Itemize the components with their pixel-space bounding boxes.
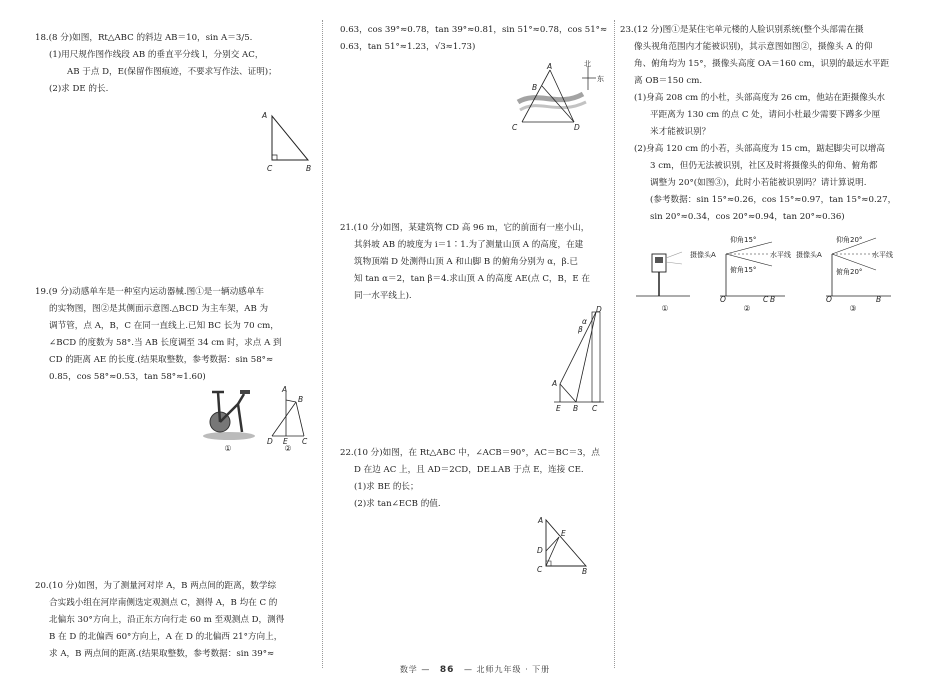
label-o: O <box>826 295 832 302</box>
problem-19-line: 调节管，点 A，B，C 在同一直线上.已知 BC 长为 70 cm， <box>49 321 279 331</box>
problem-23-line: sin 20°≈0.34，cos 20°≈0.94，tan 20°≈0.36) <box>650 212 845 222</box>
problem-19-line: ∠BCD 的度数为 58°.当 AB 长度调至 34 cm 时，求点 A 到 <box>49 338 282 348</box>
problem-22 <box>340 445 612 513</box>
problem-23-line: 米才能被识别？ <box>650 127 711 137</box>
label-a: A <box>552 379 558 388</box>
slope-ab <box>560 384 576 402</box>
label-a: A <box>282 386 288 394</box>
compass-east-label: 东 <box>597 75 604 83</box>
column-divider <box>614 20 615 668</box>
figure-caption-2: ② <box>743 304 751 313</box>
footer-subject: 数学 <box>399 665 418 674</box>
problem-23-figure-3 <box>796 232 906 302</box>
problem-23-line: (2)身高 120 cm 的小若，头部高度为 15 cm，踮起脚尖可以增高 <box>634 144 885 154</box>
label-b: B <box>532 83 538 92</box>
depression-label: 俯角15° <box>730 266 757 274</box>
footer-dash: — <box>463 665 473 674</box>
problem-23-line: 23.(12 分)图①是某住宅单元楼的人脸识别系统(整个头部需在摄 <box>620 25 864 35</box>
label-b: B <box>298 395 304 404</box>
problem-23-line: 像头视角范围内才能被识别)，其示意图如图②，摄像头 A 的仰 <box>634 42 873 52</box>
label-alpha: α <box>582 317 587 326</box>
problem-23-line: 离 OB＝150 cm. <box>634 76 703 86</box>
problem-21-line: 筑物顶端 D 处测得山顶 A 和山脚 B 的俯角分别为 α，β.已 <box>354 257 578 267</box>
problem-18 <box>35 30 313 98</box>
right-angle-mark <box>272 155 277 160</box>
line-da <box>550 70 574 122</box>
problem-22-line: 22.(10 分)如图，在 Rt△ABC 中，∠ACB＝90°，AC＝BC＝3，点 <box>340 448 600 458</box>
problem-19-line: 19.(9 分)动感单车是一种室内运动器械.图①是一辆动感单车 <box>35 287 264 297</box>
problem-23-line: (1)身高 208 cm 的小杜，头部高度为 26 cm，他站在距摄像头水 <box>634 93 885 103</box>
problem-23-line: (参考数据：sin 15°≈0.26，cos 15°≈0.97，tan 15°≈0.27， <box>650 195 897 205</box>
problem-20-line: B 在 D 的北偏西 60°方向上，A 在 D 的北偏西 21°方向上， <box>49 632 283 642</box>
label-b: B <box>306 164 312 173</box>
problem-22-line: (2)求 tan∠ECB 的值. <box>354 499 441 509</box>
triangle-abc <box>272 116 308 160</box>
label-c: C <box>537 565 543 574</box>
problem-21-line: 21.(10 分)如图，某建筑物 CD 高 96 m，它的前面有一座小山， <box>340 223 590 233</box>
elevation-label: 仰角15° <box>730 236 757 244</box>
problem-21-line: 知 tan α＝2，tan β＝4.求山顶 A 的高度 AE(点 C，B，E 在 <box>354 274 591 284</box>
problem-21-line: 同一水平线上). <box>354 291 412 301</box>
problem-22-line: D 在边 AC 上，且 AD＝2CD，DE⊥AB 于点 E，连接 CE. <box>354 465 584 475</box>
depression-label: 俯角20° <box>836 268 863 276</box>
label-c: C <box>302 437 308 446</box>
label-d: D <box>267 437 273 446</box>
problem-20-data-line: 0.63，tan 51°≈1.23，√3≈1.73) <box>340 42 476 52</box>
sight-line-da <box>560 312 596 384</box>
river-bank <box>520 102 586 110</box>
problem-20-line: 北偏东 30°方向上，沿正东方向行走 60 m 至观测点 D，测得 <box>49 615 285 625</box>
camera-view-lines <box>666 252 682 264</box>
line-db <box>542 86 574 122</box>
figure-caption-3: ③ <box>849 304 857 313</box>
problem-18-part1: (1)用尺规作图作线段 AB 的垂直平分线 l，分别交 AC， <box>49 50 264 60</box>
problem-19-line: CD 的距离 AE 的长度.(结果取整数，参考数据：sin 58°≈ <box>49 355 274 365</box>
label-c: C <box>763 295 769 302</box>
problem-21-line: 其斜坡 AB 的坡度为 i＝1∶1.为了测量山顶 A 的高度，在建 <box>354 240 584 250</box>
line-de <box>546 537 559 551</box>
label-e: E <box>556 404 561 413</box>
label-e: E <box>283 437 288 446</box>
problem-19-line: 0.85，cos 58°≈0.53，tan 58°≈1.60) <box>49 372 206 382</box>
label-a: A <box>262 111 268 120</box>
label-d: D <box>596 305 602 314</box>
problem-23 <box>620 22 918 226</box>
problem-20-continued <box>340 22 612 56</box>
label-beta: β <box>578 325 583 334</box>
line-ab <box>286 400 296 402</box>
problem-20-data-line: 0.63，cos 39°≈0.78，tan 39°≈0.81，sin 51°≈0.78，cos 51°≈ <box>340 25 608 35</box>
camera-screen <box>655 257 663 263</box>
line-bc <box>296 402 304 436</box>
compass-north-label: 北 <box>584 60 591 68</box>
problem-22-figure <box>532 514 592 574</box>
label-d: D <box>574 123 580 132</box>
horizontal-label: 水平线 <box>872 251 893 259</box>
label-a: A <box>538 516 544 525</box>
label-b: B <box>770 295 776 302</box>
problem-19-figure <box>262 386 312 446</box>
label-e: E <box>561 529 566 538</box>
horizontal-label: 水平线 <box>770 251 791 259</box>
label-o: O <box>720 295 726 302</box>
label-c: C <box>592 404 598 413</box>
problem-21 <box>340 220 612 305</box>
label-c: C <box>512 123 518 132</box>
figure-caption-2: ② <box>284 444 292 453</box>
line-ce <box>546 537 559 566</box>
elevation-label: 仰角20° <box>836 236 863 244</box>
line-db <box>272 402 296 436</box>
problem-19 <box>35 284 325 386</box>
label-d: D <box>537 546 543 555</box>
figure-caption-1: ① <box>661 304 669 313</box>
problem-20-line: 求 A，B 两点间的距离.(结果取整数，参考数据：sin 39°≈ <box>49 649 275 659</box>
page-footer <box>0 664 950 675</box>
triangle-abc <box>546 520 586 566</box>
problem-20-figure <box>508 60 608 138</box>
depression-ray <box>726 254 772 266</box>
problem-22-line: (1)求 BE 的长； <box>354 482 419 492</box>
problem-23-line: 调整为 20°(如图③)，此时小若能被识别吗？请计算说明. <box>650 178 867 188</box>
label-b: B <box>582 567 588 574</box>
exercise-bike-photo <box>198 386 260 444</box>
problem-20-line: 合实践小组在河岸南侧选定观测点 C，测得 A，B 均在 C 的 <box>49 598 278 608</box>
label-a: A <box>547 62 553 71</box>
label-c: C <box>267 164 273 173</box>
bike-base <box>203 432 255 440</box>
footer-dash: — <box>421 665 431 674</box>
label-b: B <box>876 295 882 302</box>
problem-23-line: 角、俯角均为 15°，摄像头高度 OA＝160 cm，识别的最远水平距 <box>634 59 890 69</box>
problem-23-figure-1 <box>632 240 692 302</box>
problem-23-figure-2 <box>690 232 800 302</box>
footer-edition: 北师九年级 · 下册 <box>476 665 551 674</box>
problem-20-line: 20.(10 分)如图，为了测量河对岸 A，B 两点间的距离，数学综 <box>35 581 277 591</box>
problem-19-line: 的实物图，图②是其侧面示意图.△BCD 为主车架，AB 为 <box>49 304 269 314</box>
bike-seat <box>240 390 250 394</box>
problem-21-figure <box>548 304 608 414</box>
label-b: B <box>573 404 579 413</box>
camera-label: 摄像头A <box>690 251 716 259</box>
problem-23-line: 平距离为 130 cm 的点 C 处，请问小杜最少需要下蹲多少厘 <box>650 110 881 120</box>
page-number: 86 <box>439 665 455 675</box>
problem-23-line: 3 cm，但仍无法被识别，社区及时将摄像头的仰角、俯角都 <box>650 161 878 171</box>
figure-caption-1: ① <box>224 444 232 453</box>
problem-18-stem: 18.(8 分)如图，Rt△ABC 的斜边 AB＝10，sin A＝3/5. <box>35 33 253 43</box>
problem-18-part2: (2)求 DE 的长. <box>49 84 109 94</box>
camera-label: 摄像头A <box>796 251 822 259</box>
problem-18-figure <box>258 108 318 178</box>
problem-20 <box>35 578 325 663</box>
problem-18-part1-cont: AB 于点 D，E(保留作图痕迹，不要求写作法、证明)； <box>67 67 277 77</box>
